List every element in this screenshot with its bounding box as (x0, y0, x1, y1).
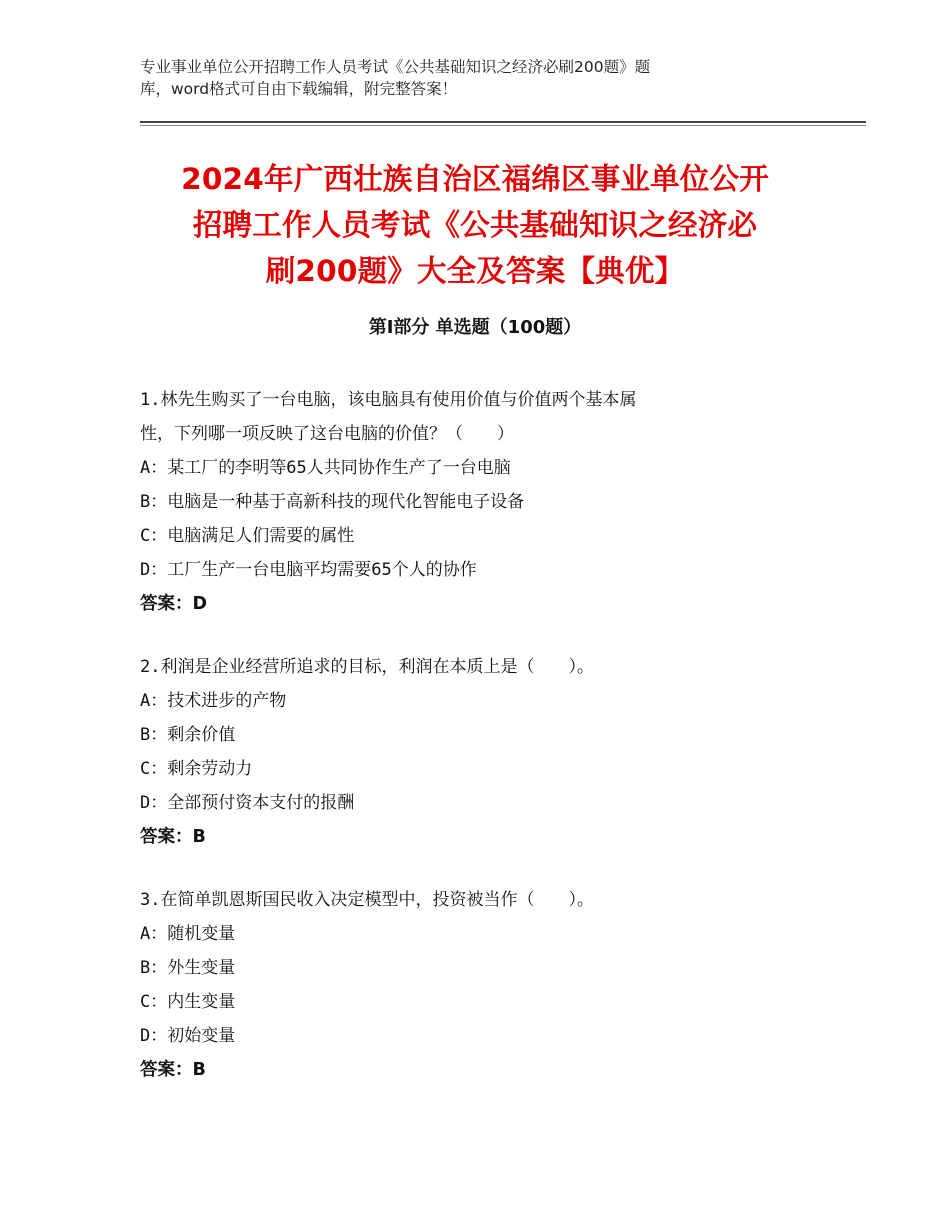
answer: 答案：D (140, 594, 208, 614)
title-line: 刷200题》大全及答案【典优】 (265, 254, 685, 288)
answer: 答案：B (140, 1060, 206, 1080)
option-d: D：全部预付资本支付的报酬 (140, 793, 355, 813)
question-stem: 性，下列哪一项反映了这台电脑的价值？（ ） (140, 424, 514, 444)
title-line: 招聘工作人员考试《公共基础知识之经济必 (192, 208, 758, 242)
option-b: B：电脑是一种基于高新科技的现代化智能电子设备 (140, 492, 525, 512)
option-b: B：剩余价值 (140, 725, 236, 745)
header-note-line: 专业事业单位公开招聘工作人员考试《公共基础知识之经济必刷200题》题 (140, 58, 651, 76)
question-list (140, 383, 840, 1116)
option-c: C：剩余劳动力 (140, 759, 253, 779)
option-c: C：内生变量 (140, 992, 236, 1012)
question-stem: 2.利润是企业经营所追求的目标，利润在本质上是（ ）。 (140, 657, 594, 677)
question-3 (140, 883, 840, 1087)
header-divider (140, 121, 866, 123)
title-line: 2024年广西壮族自治区福绵区事业单位公开 (181, 162, 769, 196)
option-c: C：电脑满足人们需要的属性 (140, 526, 355, 546)
option-a: A：技术进步的产物 (140, 691, 287, 711)
header-note-line: 库，word格式可自由下载编辑，附完整答案！ (140, 80, 458, 98)
option-d: D：初始变量 (140, 1026, 236, 1046)
answer: 答案：B (140, 827, 206, 847)
header-note (140, 56, 780, 100)
question-stem: 1.林先生购买了一台电脑，该电脑具有使用价值与价值两个基本属 (140, 390, 637, 410)
document-title (110, 156, 840, 294)
section-title: 第Ⅰ部分 单选题（100题） (368, 317, 582, 338)
header-divider-thin (140, 125, 866, 126)
question-stem: 3.在简单凯恩斯国民收入决定模型中，投资被当作（ ）。 (140, 890, 594, 910)
option-a: A：随机变量 (140, 924, 236, 944)
option-a: A：某工厂的李明等65人共同协作生产了一台电脑 (140, 458, 511, 478)
question-1 (140, 383, 840, 621)
option-d: D：工厂生产一台电脑平均需要65个人的协作 (140, 560, 477, 580)
question-2 (140, 650, 840, 854)
option-b: B：外生变量 (140, 958, 236, 978)
